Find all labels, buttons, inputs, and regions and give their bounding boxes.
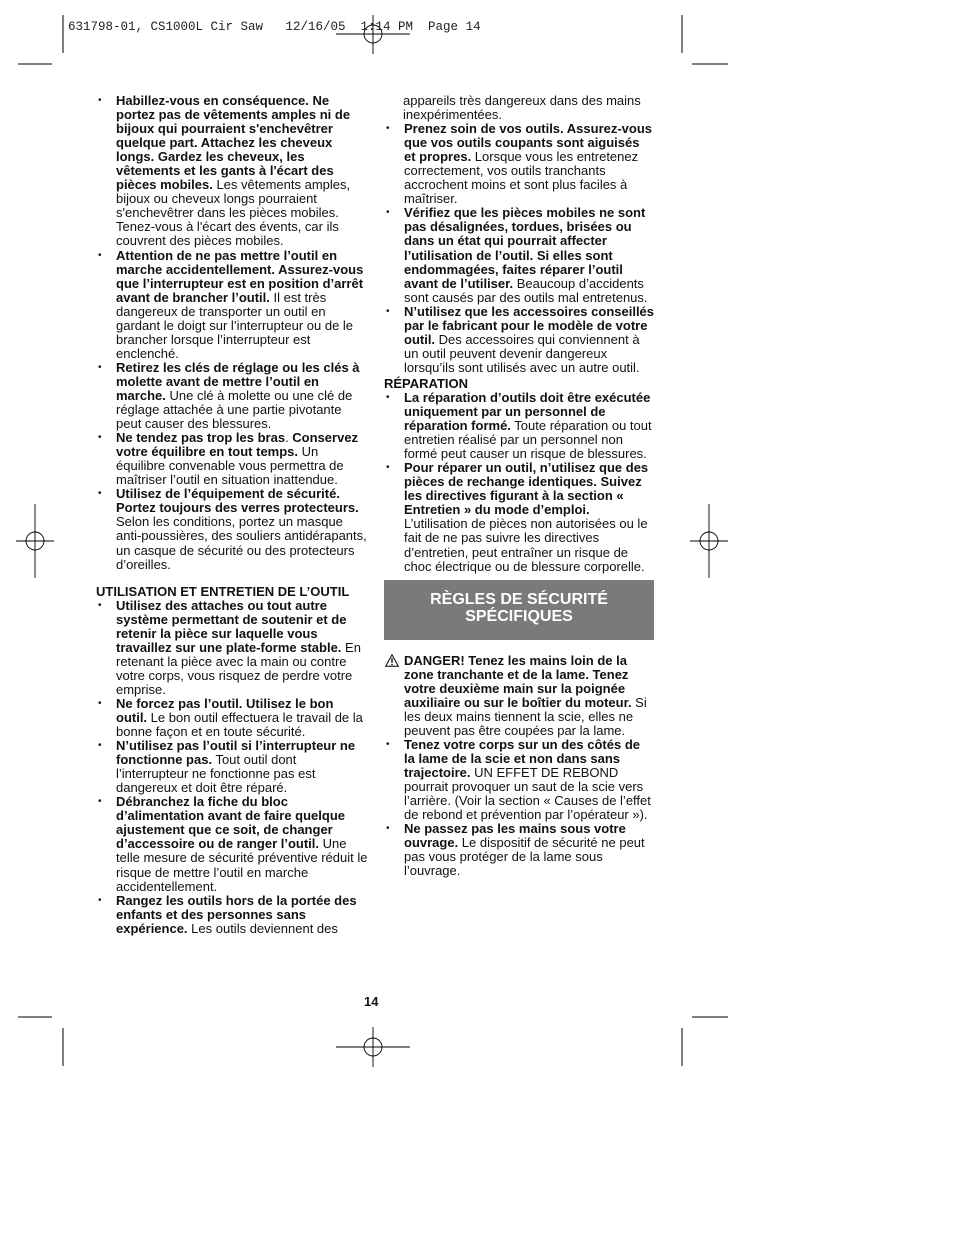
section-heading-tool-use: UTILISATION ET ENTRETIEN DE L’OUTIL [96,583,350,599]
print-slug: 631798-01, CS1000L Cir Saw 12/16/05 1:14 PM Page 14 [68,20,481,34]
safety-list-repair [384,391,654,574]
section-banner-specific-rules [384,580,654,640]
safety-list-specific [384,654,654,879]
list-item: • Attention de ne pas mettre l’outil en marche accidentellement. Assurez-vous que l’interrupteur est en position d’arrêt avant de brancher l’outil. Il est très dangereux de transporter un outil en gardant le doigt sur l’interrupteur ou de le brancher lorsque l’interrupteur est enclenché. [96,249,368,361]
list-item: • N’utilisez pas l’outil si l’interrupteur ne fonctionne pas. Tout outil dont l’interrupteur ne fonctionne pas est dangereux et doit être réparé. [96,739,368,795]
registration-mark-icon [336,1027,410,1067]
page-number: 14 [364,994,379,1009]
list-item: • Pour réparer un outil, n’utilisez que des pièces de rechange identiques. Suivez les directives figurant à la section « Entretien » du mode d’emploi. L’utilisation de pièces non autorisées ou le fait de ne pas suivre les directives d’entretien, peut entraîner un risque de choc électrique ou de blessure corporelle. [384,461,654,573]
list-item: • Débranchez la fiche du bloc d’alimentation avant de faire quelque ajustement que ce soit, de changer d’accessoire ou de ranger l’outil. Une telle mesure de sécurité préventive réduit le risque de mettre l’outil en marche accidentellement. [96,795,368,893]
list-item-continuation: appareils très dangereux dans des mains inexpérimentées. [403,93,641,123]
list-item: • Utilisez des attaches ou tout autre système permettant de soutenir et de retenir la pièce sur laquelle vous travaillez sur une plate-forme stable. En retenant la pièce avec la main ou contre votre corps, vous risquez de perdre votre emprise. [96,599,368,697]
list-item: • Retirez les clés de réglage ou les clés à molette avant de mettre l’outil en marche. Une clé à molette ou une clé de réglage attachée à une partie pivotante peut causer des blessures. [96,361,368,431]
safety-list-personal [96,94,368,572]
registration-mark-icon [690,504,728,578]
list-item: • Ne tendez pas trop les bras. Conservez votre équilibre en tout temps. Un équilibre convenable vous permettra de maîtriser l’outil en situation inattendue. [96,431,368,487]
list-item: • Habillez-vous en conséquence. Ne portez pas de vêtements amples ni de bijoux qui pourraient s'enchevêtrer quelque part. Attachez les cheveux longs. Gardez les cheveux, les vêtements et les gants à l'écart des pièces mobiles. Les vêtements amples, bijoux ou cheveux longs pourraient s'enchevêtrer dans les pièces mobiles. Tenez-vous à l'écart des évents, car ils couvrent des pièces mobiles. [96,94,368,249]
registration-mark-icon [16,504,54,578]
list-item: • Ne passez pas les mains sous votre ouvrage. Le dispositif de sécurité ne peut pas vous protéger de la lame sous l’ouvrage. [384,822,654,878]
right-column [384,94,654,878]
left-column [96,94,368,936]
list-item: • Vérifiez que les pièces mobiles ne sont pas désalignées, tordues, brisées ou dans un état qui pourrait affecter l’utilisation de l’outil. Si elles sont endommagées, faites réparer l’outil avant de l’utiliser. Beaucoup d’accidents sont causés par des outils mal entretenus. [384,206,654,304]
list-item: • Tenez votre corps sur un des côtés de la lame de la scie et non dans sans trajectoire. UN EFFET DE REBOND pourrait provoquer un saut de la scie vers l’arrière. (Voir la section « Causes de l’effet de rebond et prévention par l’opérateur »). [384,738,654,822]
list-item: • Prenez soin de vos outils. Assurez-vous que vos outils coupants sont aiguisés et propres. Lorsque vous les entretenez correctement, vos outils tranchants accrochent moins et sont plus faciles à maîtriser. [384,122,654,206]
list-item: • N’utilisez que les accessoires conseillés par le fabricant pour le modèle de votre outil. Des accessoires qui conviennent à un outil peuvent devenir dangereux lorsqu’ils sont utilisés avec un autre outil. [384,305,654,375]
safety-list-tool-use [96,599,368,936]
list-item: • Utilisez de l’équipement de sécurité. Portez toujours des verres protecteurs. Selon les conditions, portez un masque anti-poussières, des souliers antidérapants, un casque de sécurité ou des protecteurs d’oreilles. [96,487,368,571]
list-item: • La réparation d’outils doit être exécutée uniquement par un personnel de réparation formé. Toute réparation ou tout entretien réalisé par un personnel non formé peut causer un risque de blessures. [384,391,654,461]
section-heading-repair: RÉPARATION [384,375,469,391]
warning-triangle-icon [385,654,399,667]
safety-list-continued [384,94,654,375]
banner-line-2: SPÉCIFIQUES [465,607,573,625]
banner-line-1: RÈGLES DE SÉCURITÉ [430,590,608,608]
list-item: • Ne forcez pas l’outil. Utilisez le bon outil. Le bon outil effectuera le travail de la bonne façon et en toute sécurité. [96,697,368,739]
danger-item: DANGER! Tenez les mains loin de la zone tranchante et de la lame. Tenez votre deuxième main sur la poignée auxiliaire ou sur le boîtier du moteur. Si les deux mains tiennent la scie, elles ne peuvent pas être coupées par la lame. [384,654,654,738]
list-item: • Rangez les outils hors de la portée des enfants et des personnes sans expérience. Les outils deviennent des [96,894,368,936]
